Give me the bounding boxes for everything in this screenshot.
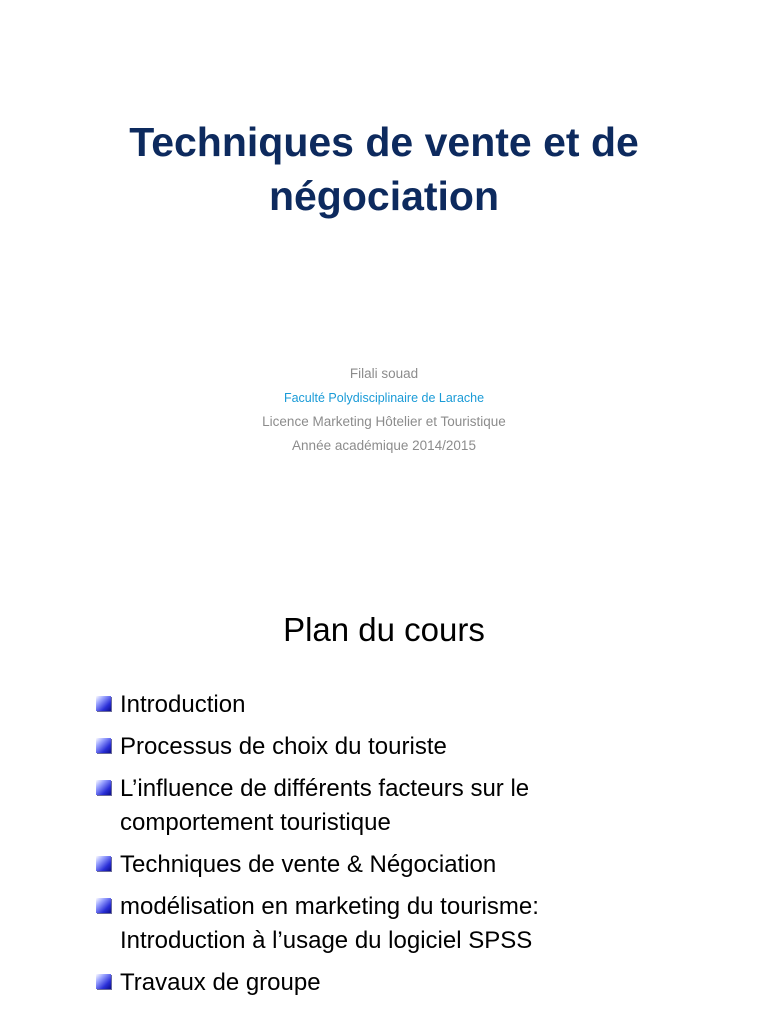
square-bullet-icon (96, 898, 111, 913)
presentation-title (40, 115, 728, 223)
list-item (0, 966, 640, 1000)
square-bullet-icon (96, 696, 111, 711)
plan-title: Plan du cours (283, 611, 485, 648)
list-item-line-1: Processus de choix du touriste (120, 733, 447, 760)
square-bullet-icon (96, 738, 111, 753)
academic-year: Année académique 2014/2015 (292, 438, 476, 453)
list-item (0, 890, 640, 958)
list-item-line-1: modélisation en marketing du tourisme: (120, 893, 539, 920)
list-item-line-2: Introduction à l’usage du logiciel SPSS (120, 927, 533, 954)
list-item (0, 848, 640, 882)
list-item-line-2: comportement touristique (120, 809, 391, 836)
list-item (0, 772, 640, 840)
subtitle-block (84, 362, 684, 458)
square-bullet-icon (96, 974, 111, 989)
title-line-1: Techniques de vente et de (129, 119, 639, 165)
plan-list (0, 688, 640, 1008)
list-item-line-1: Travaux de groupe (120, 969, 321, 996)
list-item-line-1: Techniques de vente & Négociation (120, 851, 497, 878)
author-name: Filali souad (349, 366, 419, 381)
list-item-line-1: L’influence de différents facteurs sur le (120, 775, 530, 802)
title-line-2: négociation (268, 173, 500, 219)
list-item (0, 730, 640, 764)
list-item (0, 688, 640, 722)
plan-slide (0, 512, 768, 1024)
faculty-name: Faculté Polydisciplinaire de Larache (283, 391, 485, 405)
square-bullet-icon (96, 856, 111, 871)
square-bullet-icon (96, 780, 111, 795)
program-name: Licence Marketing Hôtelier et Touristique (262, 414, 506, 429)
list-item-line-1: Introduction (120, 691, 246, 718)
